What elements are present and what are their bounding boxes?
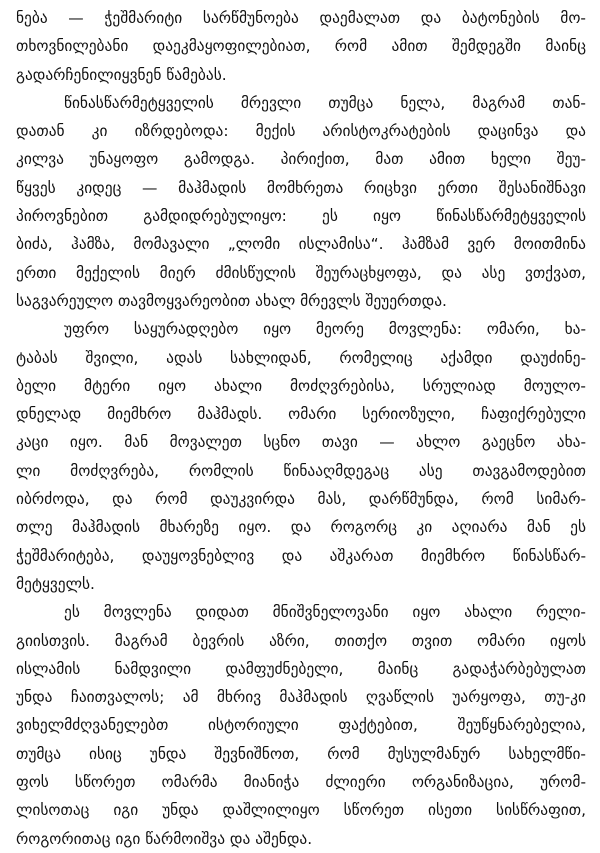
text-line: ჭეშმარიტება, დაუყოვნებლივ და აშკარათ მიემხრო წინასწარ- (16, 546, 586, 565)
text-line: მეტყველს. (16, 574, 95, 593)
text-line: თლე მაჰმადის მხარეზე იყო. და როგორც კი აღიარა მან ეს (16, 518, 586, 537)
text-line: თუმცა ისიც უნდა შევნიშნოთ, რომ მუსულმანურ სახელმწი- (16, 744, 586, 763)
text-line: ბიძა, ჰამზა, მომავალი „ლომი ისლამისა“. ჰამზამ ვერ მოითმინა (16, 235, 586, 254)
text-line: როგორითაც იგი წარმოიშვა და აშენდა. (16, 829, 313, 848)
text-line: წინასწარმეტყველის მრევლი თუმცა ნელა, მაგრამ თან- (64, 93, 586, 112)
text-line: ლისოთაც იგი უნდა დაშლილიყო სწორეთ ისეთი სისწრაფით, (16, 801, 586, 820)
text-line: კაცი იყო. მან მოვალეთ სცნო თავი — ახლო გაეცნო ახა- (16, 433, 586, 452)
text-line: გიისთვის. მაგრამ ბევრის აზრი, თითქო თვით ომარი იყოს (16, 631, 586, 650)
text-line: ისლამის ნამდვილი დამფუძნებელი, მაინც გადაჭარბებულათ (16, 659, 586, 678)
text-line: ტაბას შვილი, ადას სახლიდან, რომელიც აქამდი დაუძინე- (16, 348, 586, 367)
text-line: დნელად მიემხრო მაჰმადს. ომარი სერიოზული, ჩაფიქრებული (16, 405, 586, 424)
text-line: ფოს სწორეთ ომარმა მიანიჭა ძლიერი ორგანიზაცია, ურომ- (16, 773, 586, 792)
text-line: უფრო საყურადღებო იყო მეორე მოვლენა: ომარი, ხა- (64, 320, 586, 339)
text-line: ეს მოვლენა დიდათ მნიშვნელოვანი იყო ახალი რელი- (64, 603, 586, 622)
text-line: თხოვნილებანი დაეკმაყოფილებიათ, რომ ამით შემდეგში მაინც (16, 37, 586, 56)
text-line: ვიხელმძღვანელებთ ისტორიული ფაქტებით, შეუწყნარებელია, (16, 716, 586, 735)
text-line: კილვა უნაყოფო გამოდგა. პირიქით, მათ ამით ხელი შეუ- (16, 150, 586, 169)
paragraph-4 (16, 598, 586, 853)
text-line: ნება — ჭეშმარიტი სარწმუნოება დაემალათ და ბატონების მო- (16, 9, 586, 27)
text-line: უნდა ჩაითვალოს; ამ მხრივ მაჰმადის ღვაწლის უარყოფა, თუ-კი (16, 688, 586, 707)
paragraph-2 (16, 89, 586, 315)
text-line: გადარჩენილიყვნენ წამებას. (16, 65, 227, 84)
text-line: დათან კი იზრდებოდა: მექის არისტოკრატების დაცინვა და (16, 122, 586, 141)
document-page (16, 4, 586, 853)
text-line: ბელი მტერი იყო ახალი მოძღვრებისა, სრულიად მოულო- (16, 376, 586, 395)
text-line: იბრძოდა, და რომ დაუკვირდა მას, დარწმუნდა, რომ სიმარ- (16, 490, 586, 509)
text-line: ერთი მექელის მიერ ძმისწულის შეურაცხყოფა, და ასე ვთქვათ, (16, 263, 586, 282)
text-line: წყვეს კიდეც — მაჰმადის მომხრეთა რიცხვი ერთი შესანიშნავი (16, 178, 586, 197)
text-line: ლი მოძღვრება, რომლის წინააღმდეგაც ასე თავგამოდებით (16, 461, 586, 480)
paragraph-1 (16, 4, 586, 89)
paragraph-3 (16, 315, 586, 598)
text-line: საგვარეულო თავმოყვარეობით ახალ მრევლს შეუერთდა. (16, 291, 447, 310)
text-line: პიროვნებით გამდიდრებულიყო: ეს იყო წინასწარმეტყველის (16, 207, 586, 226)
